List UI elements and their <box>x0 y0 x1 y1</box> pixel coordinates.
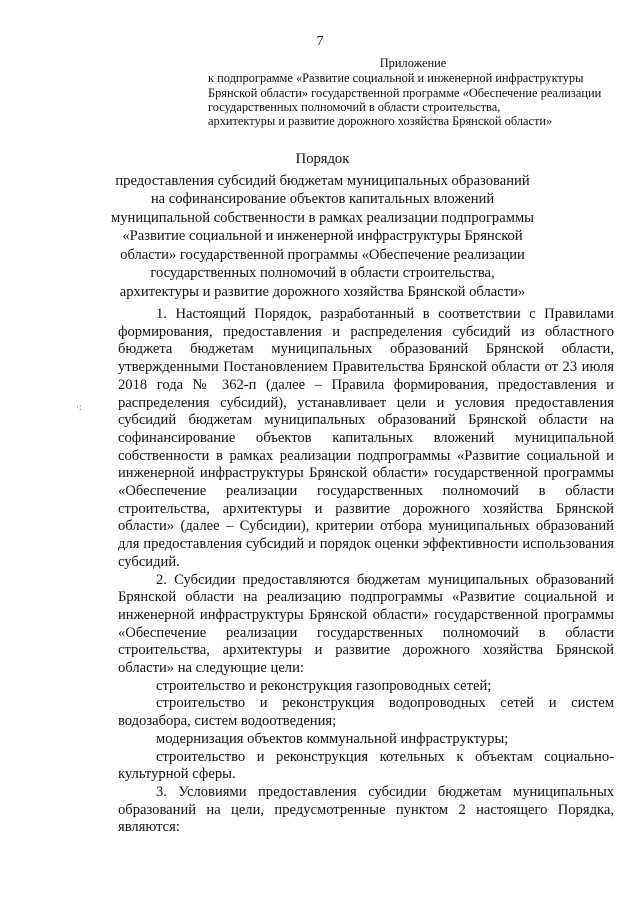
paragraph-3: 3. Условиями предоставления субсидии бюджетам муниципальных образований на цели, предусмотренные пунктом 2 настоящего Порядка, являются: <box>118 783 614 836</box>
title-text: предоставления субсидий бюджетам муниципальных образований на софинансирование объектов капитальных вложений муниципальной собственности в рамках реализации подпрограммы «Развитие социальной и инженерной инфраструктуры Брянской области» государственной программы «Обеспечение реализации государственных полномочий в области строительства, архитектуры и развитие дорожного хозяйства Брянской области» <box>111 172 534 300</box>
document-title <box>110 150 535 301</box>
appendix-line: архитектуры и развитие дорожного хозяйства Брянской области» <box>208 114 553 129</box>
page-number: 7 <box>316 34 324 49</box>
list-item: строительство и реконструкция газопроводных сетей; <box>156 677 492 694</box>
list-item: строительство и реконструкция водопроводных сетей и систем водозабора, систем водоотведения; <box>118 695 614 730</box>
document-body <box>118 306 614 837</box>
margin-mark: ·: <box>76 402 82 412</box>
list-item: строительство и реконструкция котельных к объектам социально-культурной сферы. <box>118 748 614 783</box>
appendix-line: Брянской области» государственной программе «Обеспечение реализации <box>208 85 602 100</box>
paragraph-2: 2. Субсидии предоставляются бюджетам муниципальных образований Брянской области на реализацию подпрограммы «Развитие социальной и инженерной инфраструктуры Брянской области» государственной программы «Обеспечение реализации государственных полномочий в области строительства, архитектуры и развитие дорожного хозяйства Брянской области» на следующие цели: <box>118 571 614 677</box>
appendix-line: государственных полномочий в области строительства, <box>208 99 501 114</box>
appendix-line: к подпрограмме «Развитие социальной и инженерной инфраструктуры <box>208 71 584 86</box>
appendix-title: Приложение <box>379 56 447 70</box>
appendix-block <box>208 56 618 128</box>
list-item: модернизация объектов коммунальной инфраструктуры; <box>156 730 509 747</box>
paragraph-1: 1. Настоящий Порядок, разработанный в соответствии с Правилами формирования, предоставления и распределения субсидий из областного бюджета бюджетам муниципальных образований Брянской области, утвержденными Постановлением Правительства Брянской области от 23 июля 2018 года № 362-п (далее – Правила формирования, предоставления и распределения субсидий), устанавливает цели и условия предоставления субсидий бюджетам муниципальных образований Брянской области на софинансирование объектов капитальных вложений муниципальной собственности в рамках реализации подпрограммы «Развитие социальной и инженерной инфраструктуры Брянской области» государственной программы «Обеспечение реализации государственных полномочий в области строительства, архитектуры и развитие дорожного хозяйства Брянской области» (далее – Субсидии), критерии отбора муниципальных образований для предоставления субсидий и порядок оценки эффективности использования субсидий. <box>118 306 614 570</box>
title-heading: Порядок <box>295 151 350 167</box>
